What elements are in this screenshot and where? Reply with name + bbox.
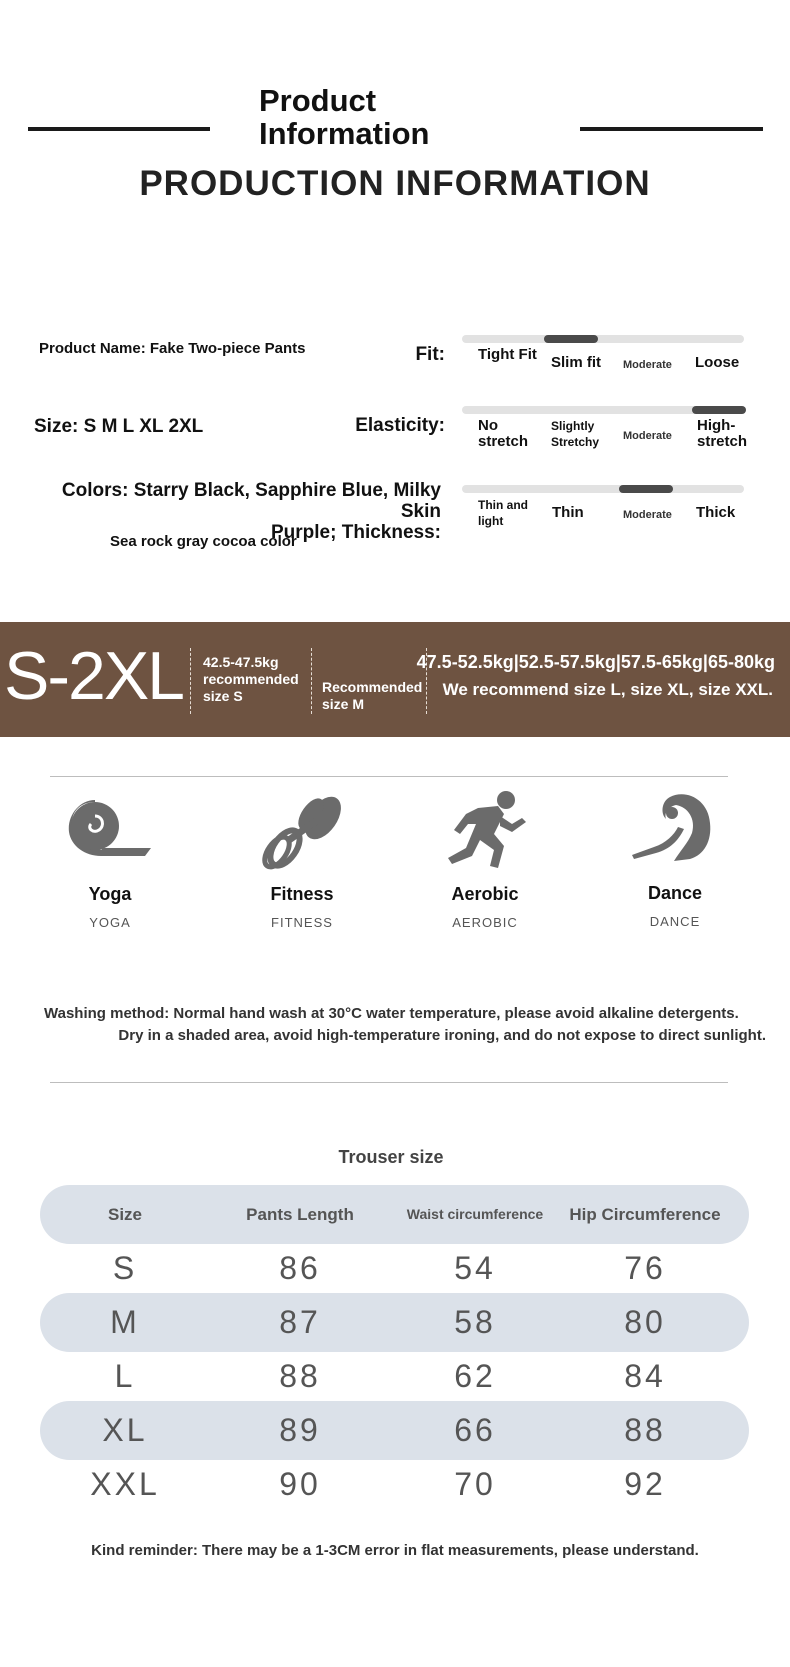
cell-waist: 58 [454, 1304, 496, 1340]
fit-scale-marker [544, 335, 598, 343]
cell-hip: 92 [624, 1466, 666, 1502]
cell-pants-length: 90 [279, 1466, 321, 1502]
size-s-rec-line1: recommended [203, 671, 299, 687]
fit-scale-track [462, 335, 744, 343]
activity-yoga-label-en: YOGA [89, 915, 131, 930]
cell-pants-length: 88 [279, 1358, 321, 1394]
table-row [40, 1293, 749, 1352]
size-s-weight: 42.5-47.5kg [203, 654, 279, 670]
yoga-mat-icon [65, 790, 155, 870]
product-size: Size: S M L XL 2XL [34, 416, 204, 437]
cell-hip: 80 [624, 1304, 666, 1340]
thickness-scale-track [462, 485, 744, 493]
size-recommendation-text: We recommend size L, size XL, size XXL. [442, 680, 773, 699]
cell-size: XXL [90, 1466, 160, 1502]
measurement-reminder: Kind reminder: There may be a 1-3CM error in flat measurements, please understand. [91, 1542, 699, 1559]
cell-size: M [110, 1304, 140, 1340]
section-subtitle: PRODUCTION INFORMATION [139, 164, 651, 203]
product-name: Product Name: Fake Two-piece Pants [39, 340, 306, 357]
cell-size: S [112, 1250, 138, 1286]
activity-yoga [30, 790, 190, 930]
thickness-option-thick: Thick [696, 504, 736, 521]
cell-hip: 84 [624, 1358, 666, 1394]
fit-option-loose: Loose [695, 354, 740, 371]
thickness-option-moderate: Moderate [623, 509, 672, 521]
cell-pants-length: 89 [279, 1412, 321, 1448]
product-colors-line3: Sea rock gray cocoa color [110, 533, 297, 550]
cell-hip: 88 [624, 1412, 666, 1448]
size-table-title: Trouser size [338, 1147, 444, 1167]
activity-aerobic-label: Aerobic [451, 884, 519, 904]
section-title-line2: Information [259, 116, 430, 151]
cell-pants-length: 86 [279, 1250, 321, 1286]
header-hip: Hip Circumference [569, 1205, 721, 1224]
activity-fitness-label: Fitness [270, 884, 334, 904]
dumbbell-icon [257, 790, 347, 870]
header-waist: Waist circumference [406, 1206, 544, 1222]
header-size: Size [107, 1205, 143, 1224]
activity-aerobic [405, 790, 565, 930]
thickness-option-thin-light: Thin and light [478, 498, 528, 528]
elasticity-option-high: High-stretch [697, 417, 748, 450]
band-separator [311, 648, 312, 714]
activity-fitness-label-en: FITNESS [271, 915, 333, 930]
fit-option-moderate: Moderate [623, 359, 672, 371]
activity-dance [595, 789, 755, 929]
size-m-rec-line1: Recommended [322, 679, 423, 695]
size-range: S-2XL [4, 638, 183, 714]
cell-hip: 76 [624, 1250, 666, 1286]
elasticity-option-moderate: Moderate [623, 430, 672, 442]
activity-dance-label-en: DANCE [649, 914, 701, 929]
fit-option-tight: Tight Fit [478, 346, 537, 363]
size-s-recommendation [203, 654, 299, 705]
size-m-recommendation [322, 679, 422, 713]
header-pants-length: Pants Length [246, 1205, 354, 1224]
cell-size: XL [102, 1412, 148, 1448]
size-s-rec-line2: size S [203, 688, 243, 704]
elasticity-label: Elasticity: [355, 415, 445, 436]
table-row [40, 1239, 749, 1298]
size-m-rec-line2: size M [322, 696, 365, 712]
table-row [40, 1347, 749, 1406]
dancer-icon [630, 789, 720, 869]
product-colors-line1: Colors: Starry Black, Sapphire Blue, Milky Skin [61, 480, 441, 522]
thickness-option-thin: Thin [552, 504, 584, 521]
section-divider [50, 1082, 728, 1083]
elasticity-scale-marker [692, 406, 746, 414]
section-title-line1: Product [259, 83, 377, 118]
elasticity-option-slight: Slightly Stretchy [551, 419, 600, 449]
washing-method: Washing method: Normal hand wash at 30°C water temperature, please avoid alkaline detergents. [44, 1005, 739, 1022]
cell-waist: 70 [454, 1466, 496, 1502]
header-rule-left [28, 127, 210, 131]
band-separator [190, 648, 191, 714]
section-divider [50, 776, 728, 777]
drying-instructions: Dry in a shaded area, avoid high-temperature ironing, and do not expose to direct sunlight. [118, 1027, 766, 1044]
cell-pants-length: 87 [279, 1304, 321, 1340]
size-band [0, 622, 790, 737]
header-rule-right [580, 127, 763, 131]
cell-waist: 54 [454, 1250, 496, 1286]
cell-waist: 62 [454, 1358, 496, 1394]
cell-waist: 66 [454, 1412, 496, 1448]
weight-ranges: 47.5-52.5kg|52.5-57.5kg|57.5-65kg|65-80kg [416, 652, 775, 672]
activity-yoga-label: Yoga [88, 884, 132, 904]
fit-option-slim: Slim fit [551, 354, 602, 371]
size-table-header [40, 1185, 749, 1244]
runner-icon [440, 790, 530, 870]
fit-label: Fit: [415, 344, 445, 365]
table-row [40, 1455, 749, 1514]
activity-dance-label: Dance [647, 883, 703, 903]
section-title [259, 84, 430, 150]
thickness-scale-marker [619, 485, 673, 493]
activity-aerobic-label-en: AEROBIC [452, 915, 518, 930]
product-colors-line2: Purple; Thickness: [271, 522, 441, 543]
cell-size: L [114, 1358, 136, 1394]
elasticity-option-none: No stretch [478, 417, 529, 450]
activity-fitness [222, 790, 382, 930]
table-row [40, 1401, 749, 1460]
